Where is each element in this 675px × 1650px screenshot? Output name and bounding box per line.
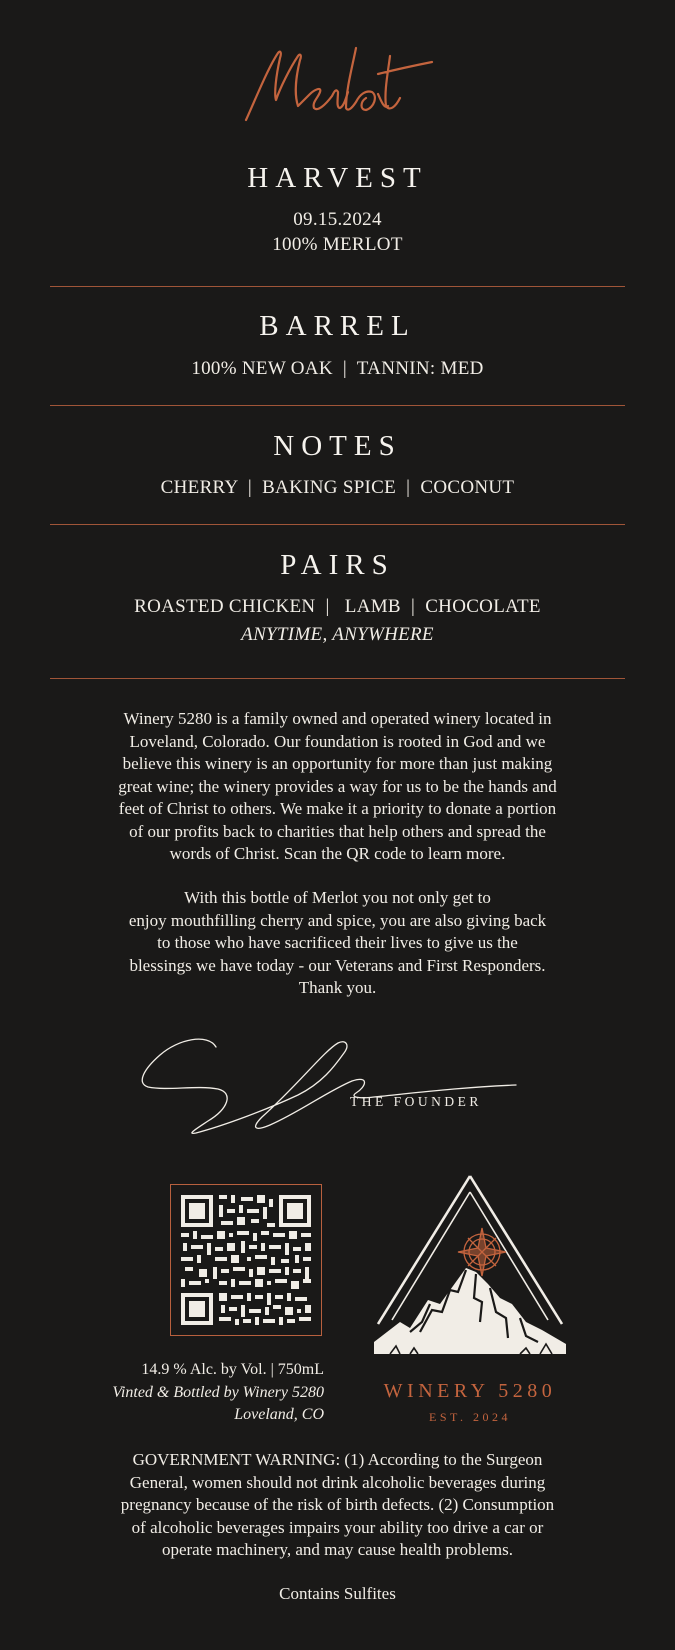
founder-title: THE FOUNDER xyxy=(350,1094,482,1109)
founder-signature-icon xyxy=(138,1025,523,1140)
wine-name-script-icon xyxy=(228,28,448,128)
warning-line: operate machinery, and may cause health problems. xyxy=(161,1540,514,1559)
bottle-location: Loveland, CO xyxy=(234,1406,324,1423)
notes-heading: NOTES xyxy=(273,430,402,462)
about-line: believe this winery is an opportunity for more than just making xyxy=(122,754,553,773)
mountain-compass-logo-icon xyxy=(370,1172,570,1372)
dedication-line: Thank you. xyxy=(298,978,377,997)
divider xyxy=(50,524,625,525)
dedication-line: With this bottle of Merlot you not only get to xyxy=(184,888,491,907)
pairs-tagline: ANYTIME, ANYWHERE xyxy=(241,624,434,645)
barrel-details: 100% NEW OAK | TANNIN: MED xyxy=(191,358,484,379)
wine-name-script xyxy=(0,28,675,128)
about-line: of our profits back to charities that help others and spread the xyxy=(129,821,546,841)
warning-line: of alcoholic beverages impairs your ability too drive a car or xyxy=(131,1517,544,1537)
notes-details: CHERRY | BAKING SPICE | COCONUT xyxy=(160,477,515,498)
barrel-heading: BARREL xyxy=(259,310,416,342)
vinted-bottled: Vinted & Bottled by Winery 5280 xyxy=(112,1384,324,1401)
warning-line: General, women should not drink alcoholic beverages during xyxy=(129,1472,546,1492)
about-line: great wine; the winery provides a way for us to be the hands and xyxy=(118,776,557,796)
warning-line: GOVERNMENT WARNING: (1) According to the Surgeon xyxy=(132,1450,543,1469)
about-line: Loveland, Colorado. Our foundation is rooted in God and we xyxy=(129,731,546,751)
brand-name: WINERY 5280 xyxy=(383,1380,557,1402)
divider xyxy=(50,678,625,679)
warning-line: pregnancy because of the risk of birth defects. (2) Consumption xyxy=(120,1495,555,1514)
dedication-line: to those who have sacrificed their lives to give us the xyxy=(157,933,518,952)
pairs-details: ROASTED CHICKEN | LAMB | CHOCOLATE xyxy=(134,596,541,617)
harvest-blend: 100% MERLOT xyxy=(272,234,403,255)
qr-code-icon[interactable] xyxy=(171,1185,321,1335)
dedication-line: enjoy mouthfilling cherry and spice, you are also giving back xyxy=(128,910,547,930)
harvest-date: 09.15.2024 xyxy=(293,209,382,230)
harvest-heading: HARVEST xyxy=(247,162,428,194)
about-line: Winery 5280 is a family owned and operated winery located in xyxy=(123,709,552,728)
divider xyxy=(50,286,625,287)
dedication-paragraph xyxy=(55,887,620,1000)
about-paragraph xyxy=(55,708,620,866)
pairs-heading: PAIRS xyxy=(280,549,395,581)
brand-established: EST. 2024 xyxy=(429,1410,511,1424)
government-warning xyxy=(55,1449,620,1562)
about-line: words of Christ. Scan the QR code to learn more. xyxy=(169,844,506,863)
dedication-line: blessings we have today - our Veterans and First Responders. xyxy=(129,955,546,975)
contains-sulfites: Contains Sulfites xyxy=(279,1584,396,1603)
divider xyxy=(50,405,625,406)
about-line: feet of Christ to others. We make it a priority to donate a portion xyxy=(118,799,557,818)
qr-code-frame[interactable] xyxy=(170,1184,322,1336)
alcohol-volume: 14.9 % Alc. by Vol. | 750mL xyxy=(141,1361,324,1378)
